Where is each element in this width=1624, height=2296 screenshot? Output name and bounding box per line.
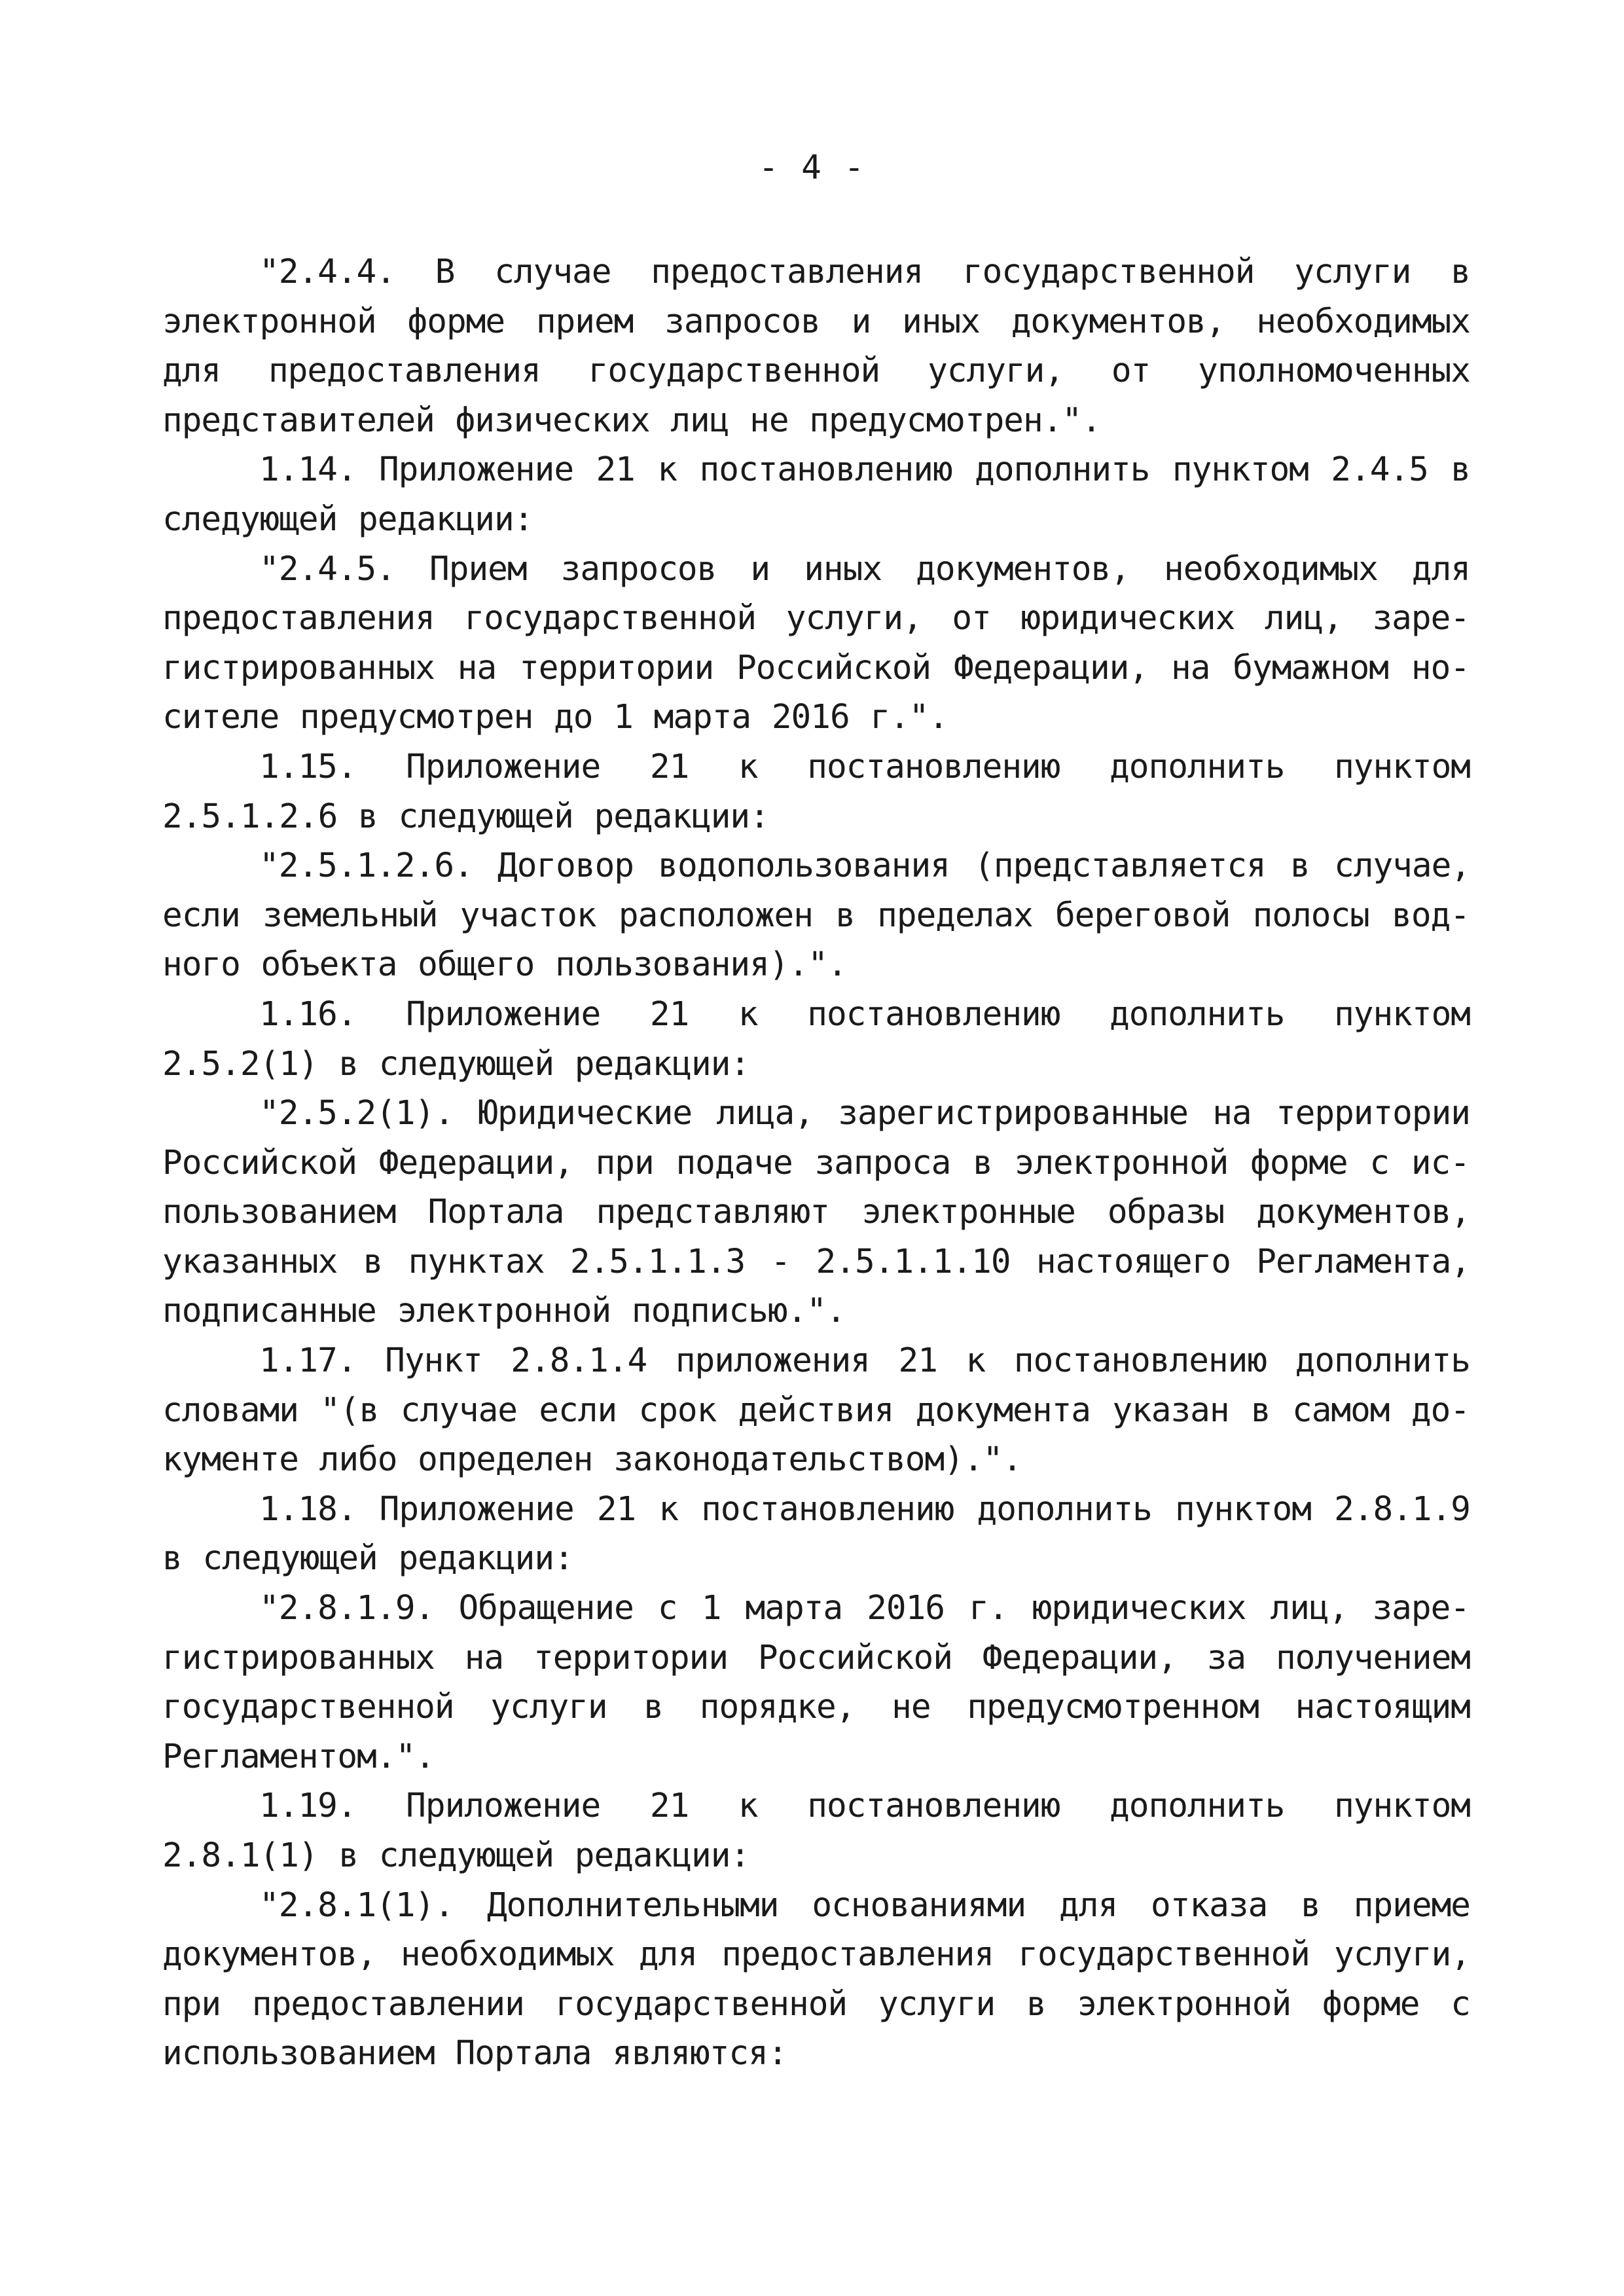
paragraph-2-4-5: "2.4.5. Прием запросов и иных документов, необходимых для предоставления государственной услуги, от юридических лиц, зарегистрированных на территории Российской Федерации, на бумажном носителе предусмотрен до 1 марта 2016 г.".: [162, 549, 1470, 737]
paragraph-1-16: 1.16. Приложение 21 к постановлению дополнить пунктом 2.5.2(1) в следующей редакции:: [162, 994, 1470, 1084]
paragraph-2-5-1-2-6: "2.5.1.2.6. Договор водопользования (представляется в случае, если земельный участок расположен в пределах береговой полосы водного объекта общего пользования).".: [162, 847, 1470, 985]
paragraph-2-8-1-9: "2.8.1.9. Обращение с 1 марта 2016 г. юридических лиц, зарегистрированных на территории Российской Федерации, за получением государственной услуги в порядке, не предусмотренном настоящим Регламентом.".: [162, 1589, 1470, 1776]
paragraph-2-4-4: "2.4.4. В случае предоставления государственной услуги в электронной форме прием запросов и иных документов, необходимых для предоставления государственной услуги, от уполномоченных представителей физических лиц не предусмотрен.".: [162, 253, 1470, 440]
paragraph-1-18: 1.18. Приложение 21 к постановлению дополнить пунктом 2.8.1.9 в следующей редакции:: [162, 1489, 1470, 1578]
paragraph-1-15: 1.15. Приложение 21 к постановлению дополнить пунктом 2.5.1.2.6 в следующей редакции:: [162, 747, 1470, 836]
paragraph-2-5-2-1: "2.5.2(1). Юридические лица, зарегистрированные на территории Российской Федерации, при подаче запроса в электронной форме с использованием Портала представляют электронные образы документов, указанных в пунктах 2.5.1.1.3 - 2.5.1.1.10 настоящего Регламента, подписанные электронной подписью.".: [162, 1094, 1470, 1331]
paragraph-1-14: 1.14. Приложение 21 к постановлению дополнить пунктом 2.4.5 в следующей редакции:: [162, 450, 1470, 539]
paragraph-1-17: 1.17. Пункт 2.8.1.4 приложения 21 к постановлению дополнить словами "(в случае если срок действия документа указан в самом документе либо определен законодательством).".: [162, 1341, 1470, 1480]
paragraph-1-19: 1.19. Приложение 21 к постановлению дополнить пунктом 2.8.1(1) в следующей редакции:: [162, 1787, 1470, 1875]
paragraph-2-8-1-1: "2.8.1(1). Дополнительными основаниями для отказа в приеме документов, необходимых для предоставления государственной услуги, при предоставлении государственной услуги в электронной форме с использованием Портала являются:: [162, 1886, 1470, 2073]
document-body: [162, 247, 1470, 2079]
page-number: - 4 -: [758, 149, 866, 187]
